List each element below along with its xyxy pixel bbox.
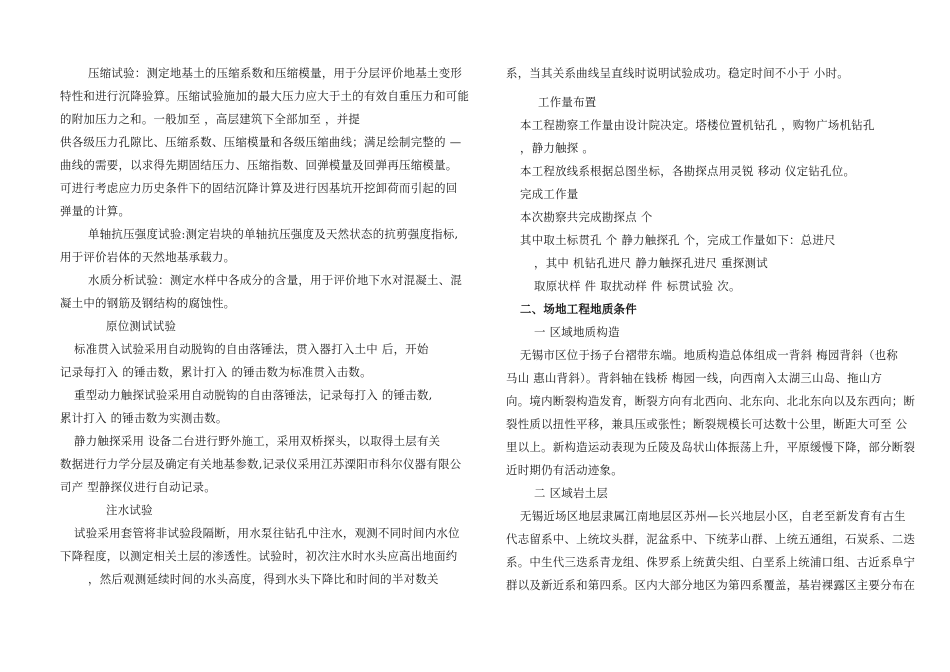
section-heading: 二、场地工程地质条件: [520, 302, 637, 316]
text-line: 下降程度，以测定相关土层的渗透性。试验时，初次注水时水头应高出地面约: [60, 549, 458, 563]
text-line: 静力触探采用 设备二台进行野外施工，采用双桥探头，以取得土层有关: [74, 434, 441, 448]
text-line: ，静力触探 。: [520, 141, 595, 155]
text-line: 标准贯入试验采用自动脱钩的自由落锤法，贯入器打入土中 后，开始: [74, 342, 429, 356]
text-line: 压缩试验：测定地基土的压缩系数和压缩模量，用于分层评价地基土变形: [88, 66, 463, 80]
text-line: 弹量的计算。: [60, 204, 131, 218]
text-line: 无锡近场区地层隶属江南地层区苏州—长兴地层小区，自老至新发育有古生: [520, 509, 906, 523]
text-line: 用于评价岩体的天然地基承载力。: [60, 250, 236, 264]
text-line: 近时期仍有活动迹象。: [506, 463, 623, 477]
text-line: 马山 惠山背斜）。背斜轴在钱桥 梅园一线，向西南入太湖三山岛、拖山方: [506, 371, 883, 385]
text-line: 特性和进行沉降验算。压缩试验施加的最大压力应大于土的有效自重压力和可能: [60, 89, 470, 103]
text-line: 里以上。新构造运动表现为丘陵及岛状山体振荡上升，平原缓慢下降，部分断裂: [506, 440, 916, 454]
text-line: 供各级压力孔隙比、压缩系数、压缩模量和各级压缩曲线；满足绘制完整的 —: [60, 135, 462, 149]
text-line: 本工程放线系根据总图坐标，各勘探点用灵锐 移动 仪定钻孔位。: [520, 164, 856, 178]
text-line: 累计打入 的锤击数为实测击数。: [60, 411, 228, 425]
text-line: 的附加压力之和。一般加至 ，高层建筑下全部加至 ，并提: [60, 112, 361, 126]
section-heading: 原位测试试验: [106, 319, 177, 333]
text-line: 裂性质以扭性平移，兼具压或张性；断裂规模长可达数十公里，断距大可至 公: [506, 417, 908, 431]
text-line: 本次勘察共完成勘探点 个: [520, 210, 653, 224]
text-line: 无锡市区位于扬子台褶带东端。地质构造总体组成一背斜 梅园背斜（也称: [520, 348, 899, 362]
text-line: 水质分析试验：测定水样中各成分的含量，用于评价地下水对混凝土、混: [88, 273, 463, 287]
text-line: 司产 型静探仪进行自动记录。: [60, 480, 216, 494]
text-line: ，其中 机钻孔进尺 静力触探孔进尺 重探测试: [534, 256, 768, 270]
text-line: 凝土中的钢筋及钢结构的腐蚀性。: [60, 296, 236, 310]
text-line: 单轴抗压强度试验:测定岩块的单轴抗压强度及天然状态的抗剪强度指标,: [88, 227, 459, 241]
text-line: 取原状样 件 取扰动样 件 标贯试验 次。: [534, 279, 741, 293]
text-line: 重型动力触探试验采用自动脱钩的自由落锤法，记录每打入 的锤击数,: [74, 388, 433, 402]
text-line: ，然后观测延续时间的水头高度，得到水头下降比和时间的半对数关: [88, 572, 439, 586]
section-heading: 一 区域地质构造: [534, 325, 620, 339]
text-line: 向。境内断裂构造发育，断裂方向有北西向、北东向、北北东向以及东西向；断: [506, 394, 916, 408]
text-line: 试验采用套管将非试验段隔断，用水泵往钻孔中注水，观测不同时间内水位: [74, 526, 460, 540]
section-heading: 二 区域岩土层: [534, 486, 609, 500]
text-line: 其中取土标贯孔 个 静力触探孔 个，完成工作量如下：总进尺: [520, 233, 836, 247]
text-line: 本工程勘察工作量由设计院决定。塔楼位置机钻孔 ，购物广场机钻孔: [520, 118, 875, 132]
text-line: 代志留系中、上统坟头群，泥盆系中、下统茅山群、上统五通组，石炭系、二迭: [506, 532, 916, 546]
section-heading: 完成工作量: [520, 187, 579, 201]
text-line: 数据进行力学分层及确定有关地基参数,记录仪采用江苏溧阳市科尔仪器有限公: [60, 457, 462, 471]
text-line: 系，当其关系曲线呈直线时说明试验成功。稳定时间不小于 小时。: [506, 66, 849, 80]
text-line: 记录每打入 的锤击数，累计打入 的锤击数为标准贯入击数。: [60, 365, 372, 379]
text-line: 可进行考虑应力历史条件下的固结沉降计算及进行因基坑开挖卸荷而引起的回: [60, 181, 458, 195]
section-heading: 工作量布置: [538, 95, 597, 109]
text-line: 曲线的需要，以求得先期固结压力、压缩指数、回弹模量及回弹再压缩模量。: [60, 158, 458, 172]
text-line: 群以及新近系和第四系。区内大部分地区为第四系覆盖，基岩裸露区主要分布在: [506, 578, 916, 592]
text-line: 系。中生代三迭系青龙组、侏罗系上统黄尖组、白垩系上统浦口组、古近系阜宁: [506, 555, 916, 569]
section-heading: 注水试验: [106, 503, 153, 517]
